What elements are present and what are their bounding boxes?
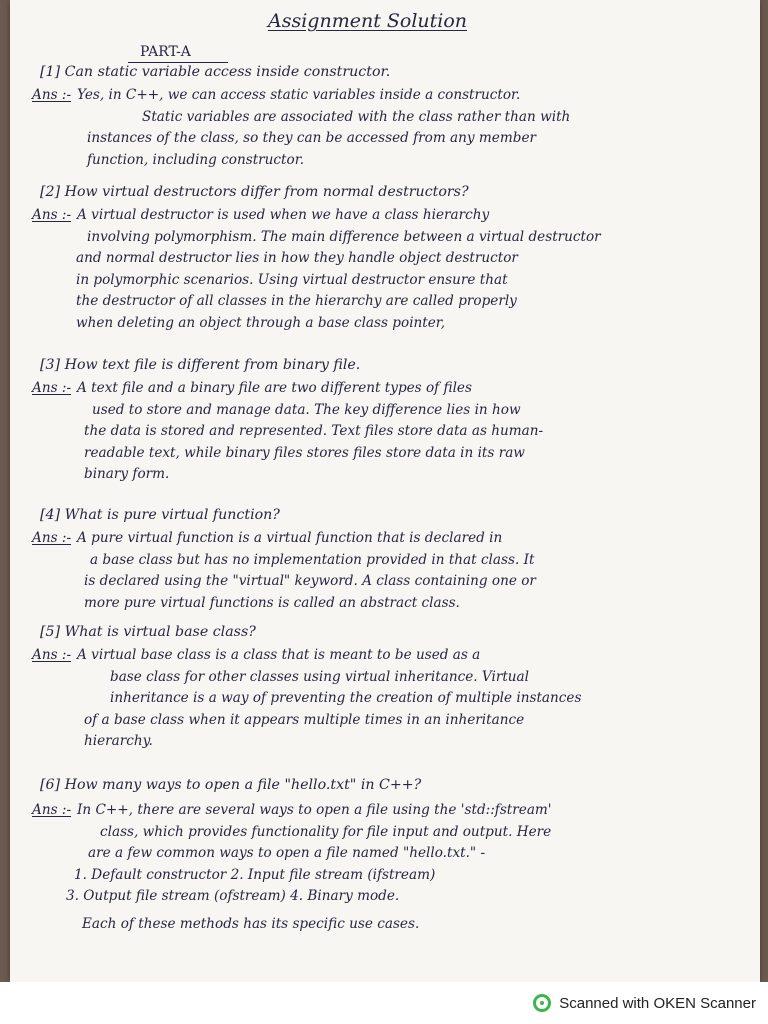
answer-line: In C++, there are several ways to open a file using the 'std::fstream'	[77, 802, 552, 818]
scanned-page	[10, 0, 760, 982]
answer-line: A text file and a binary file are two different types of files	[77, 380, 472, 396]
answer-line: in polymorphic scenarios. Using virtual destructor ensure that	[76, 271, 508, 288]
answer-line: hierarchy.	[84, 733, 153, 749]
answer-line: function, including constructor.	[87, 151, 305, 168]
answer-line: and normal destructor lies in how they handle object destructor	[76, 250, 518, 266]
answer-line: of a base class when it appears multiple times in an inheritance	[84, 711, 525, 728]
question-6: [6] How many ways to open a file "hello.txt" in C++?	[40, 777, 422, 793]
answer-line: binary form.	[84, 466, 170, 482]
answer-line: Static variables are associated with the class rather than with	[142, 108, 571, 125]
answer-label: Ans :-	[32, 87, 72, 103]
answer-line: readable text, while binary files stores files store data in its raw	[84, 444, 525, 461]
answer-line: 1. Default constructor 2. Input file stream (ifstream)	[74, 866, 436, 883]
scanner-badge	[533, 992, 756, 1014]
answer-line: instances of the class, so they can be accessed from any member	[87, 130, 536, 146]
answer-line: class, which provides functionality for file input and output. Here	[100, 823, 552, 840]
answer-line: A virtual base class is a class that is meant to be used as a	[77, 647, 481, 663]
answer-label: Ans :-	[32, 207, 72, 223]
answer-line: 3. Output file stream (ofstream) 4. Binary mode.	[66, 888, 400, 904]
answer-line: base class for other classes using virtual inheritance. Virtual	[110, 668, 529, 685]
answer-label: Ans :-	[32, 380, 72, 396]
answer-label: Ans :-	[32, 647, 72, 663]
answer-line: more pure virtual functions is called an abstract class.	[84, 594, 460, 611]
part-label: PART-A	[140, 44, 191, 60]
answer-line: involving polymorphism. The main difference between a virtual destructor	[87, 228, 601, 245]
answer-line: the data is stored and represented. Text files store data as human-	[84, 423, 544, 439]
answer-line: Yes, in C++, we can access static variables inside a constructor.	[77, 87, 521, 103]
answer-label: Ans :-	[32, 530, 72, 546]
answer-6	[32, 800, 552, 935]
answer-4	[32, 528, 536, 614]
question-2: [2] How virtual destructors differ from normal destructors?	[40, 184, 469, 200]
page-title: Assignment Solution	[268, 10, 468, 32]
question-1: [1] Can static variable access inside constructor.	[40, 64, 391, 80]
answer-line: A virtual destructor is used when we have a class hierarchy	[77, 207, 490, 223]
answer-line: is declared using the "virtual" keyword. A class containing one or	[84, 573, 536, 589]
question-3: [3] How text file is different from binary file.	[40, 357, 361, 373]
answer-3	[32, 378, 543, 486]
answer-line: inheritance is a way of preventing the creation of multiple instances	[110, 690, 582, 706]
answer-line: a base class but has no implementation provided in that class. It	[90, 551, 535, 568]
answer-line: used to store and manage data. The key difference lies in how	[92, 401, 521, 418]
answer-line: when deleting an object through a base class pointer,	[76, 314, 446, 331]
answer-2	[32, 205, 601, 334]
answer-line: the destructor of all classes in the hierarchy are called properly	[76, 293, 517, 309]
question-5: [5] What is virtual base class?	[40, 624, 256, 640]
answer-5	[32, 645, 581, 753]
answer-line: Each of these methods has its specific use cases.	[82, 915, 420, 932]
answer-line: A pure virtual function is a virtual function that is declared in	[77, 530, 503, 546]
answer-label: Ans :-	[32, 802, 72, 818]
scanner-brand-text: Scanned with OKEN Scanner	[559, 994, 756, 1012]
answer-1	[32, 85, 570, 171]
oken-logo-icon	[533, 994, 551, 1012]
scanner-footer	[0, 982, 768, 1024]
answer-line: are a few common ways to open a file named "hello.txt." -	[88, 845, 486, 861]
question-4: [4] What is pure virtual function?	[40, 507, 280, 523]
